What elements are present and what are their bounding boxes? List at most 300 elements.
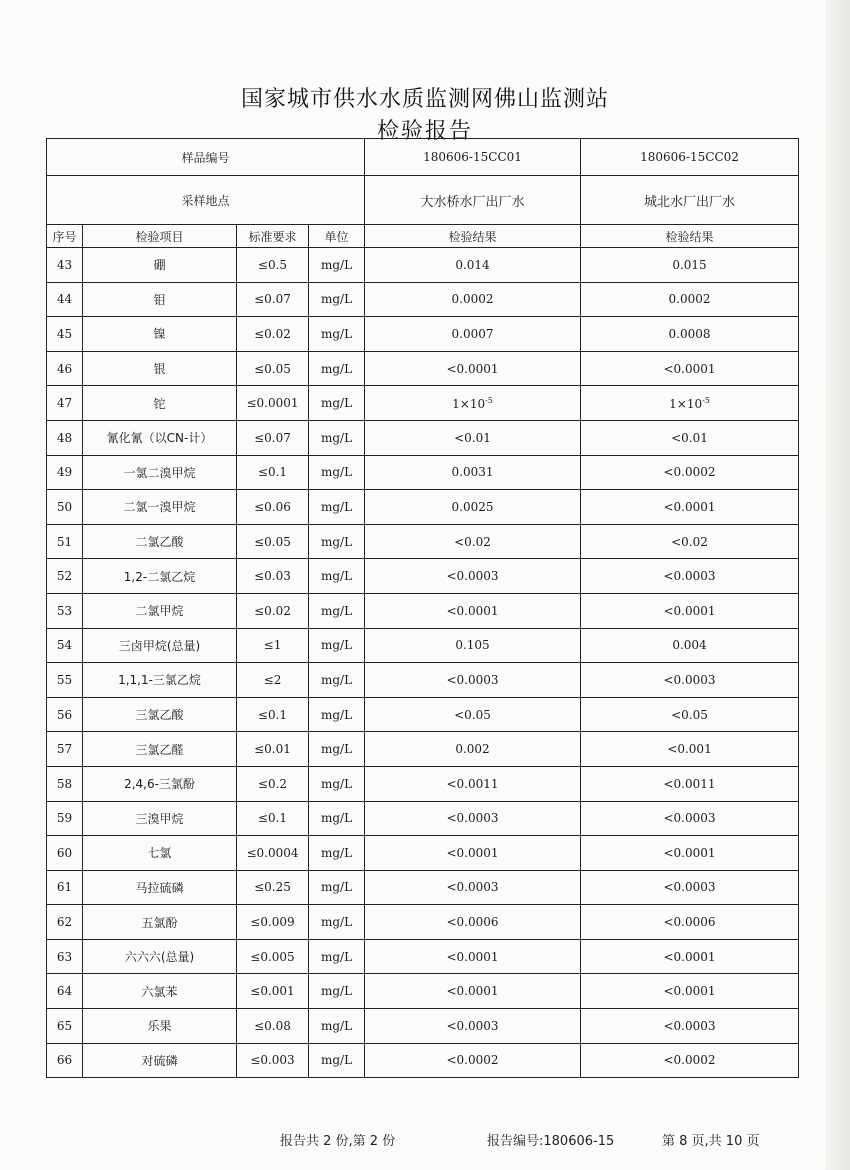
row-result-2: [581, 974, 799, 1009]
col-unit-header: 单位: [309, 225, 365, 248]
col-item-header: 检验项目: [83, 225, 237, 248]
row-standard-text: ≤1: [263, 638, 282, 653]
row-result-2: [581, 870, 799, 905]
row-unit-text: mg/L: [320, 949, 353, 964]
row-number-text: 61: [56, 880, 73, 895]
row-unit-text: mg/L: [320, 880, 353, 895]
row-unit-text: mg/L: [320, 672, 353, 687]
table-row: [47, 248, 799, 283]
row-standard: [237, 1009, 309, 1044]
row-unit-text: mg/L: [320, 811, 353, 826]
row-result-1: [365, 455, 581, 490]
row-standard: [237, 939, 309, 974]
row-result-1-text: <0.0003: [446, 811, 499, 826]
table-row: [47, 974, 799, 1009]
row-number-text: 44: [56, 292, 73, 307]
row-result-2: [581, 766, 799, 801]
row-item: [83, 801, 237, 836]
row-unit-text: mg/L: [320, 845, 353, 860]
row-result-1-text: <0.0001: [446, 984, 499, 999]
row-standard: [237, 386, 309, 421]
row-unit: [309, 905, 365, 940]
row-unit-text: mg/L: [320, 465, 353, 480]
row-unit: [309, 870, 365, 905]
row-number-text: 55: [56, 672, 73, 687]
row-number: [47, 524, 83, 559]
row-standard-text: ≤0.5: [257, 257, 288, 272]
row-unit: [309, 801, 365, 836]
table-row: [47, 317, 799, 352]
row-result-1-text: <0.01: [454, 430, 491, 445]
row-result-1: [365, 732, 581, 767]
row-standard-text: ≤0.25: [254, 880, 291, 895]
row-item: [83, 732, 237, 767]
row-result-1-text: <0.0002: [446, 1053, 499, 1068]
table-row: [47, 939, 799, 974]
row-item-text: 三氯乙酸: [135, 708, 184, 723]
sample-number-1: 180606-15CC01: [365, 139, 581, 176]
row-result-1-text: 0.0031: [451, 465, 494, 480]
row-result-2: [581, 351, 799, 386]
row-result-2: [581, 317, 799, 352]
row-result-2: [581, 386, 799, 421]
row-result-1: [365, 490, 581, 525]
row-result-1: [365, 282, 581, 317]
row-result-2-text: <0.0002: [663, 1053, 716, 1068]
row-item-text: 钼: [153, 292, 166, 307]
row-number: [47, 801, 83, 836]
row-item: [83, 455, 237, 490]
row-result-2: [581, 282, 799, 317]
table-row: [47, 386, 799, 421]
row-unit: [309, 490, 365, 525]
row-unit: [309, 386, 365, 421]
row-result-1-text: <0.02: [454, 534, 491, 549]
row-number-text: 66: [56, 1053, 73, 1068]
row-standard: [237, 801, 309, 836]
row-result-2-text: <0.0001: [663, 949, 716, 964]
row-result-1-text: 0.014: [455, 257, 490, 272]
row-item-text: 三溴甲烷: [135, 811, 184, 826]
row-number-text: 49: [56, 465, 73, 480]
row-item: [83, 974, 237, 1009]
col-std-header: 标准要求: [237, 225, 309, 248]
row-item: [83, 1043, 237, 1078]
row-unit-text: mg/L: [320, 984, 353, 999]
row-unit: [309, 663, 365, 698]
row-result-1-text: 0.0007: [451, 326, 494, 341]
row-number: [47, 317, 83, 352]
row-unit-text: mg/L: [320, 361, 353, 376]
table-row: [47, 559, 799, 594]
row-number: [47, 386, 83, 421]
row-result-1-text: <0.0001: [446, 845, 499, 860]
row-unit: [309, 974, 365, 1009]
row-standard-text: ≤0.02: [254, 326, 291, 341]
row-unit: [309, 697, 365, 732]
row-number-text: 47: [56, 396, 73, 411]
row-item: [83, 420, 237, 455]
row-number-text: 43: [56, 257, 73, 272]
row-number-text: 63: [56, 949, 73, 964]
row-item-text: 对硫磷: [141, 1053, 178, 1068]
row-item-text: 六六六(总量): [124, 950, 195, 965]
row-result-1: [365, 836, 581, 871]
row-unit: [309, 1009, 365, 1044]
row-item-text: 二氯甲烷: [135, 604, 184, 619]
row-unit-text: mg/L: [320, 499, 353, 514]
row-result-2-text: <0.0001: [663, 603, 716, 618]
row-result-2: [581, 939, 799, 974]
row-item-text: 氰化氰（以CN-计）: [106, 431, 213, 446]
row-standard-text: ≤0.01: [254, 742, 291, 757]
row-number: [47, 1009, 83, 1044]
table-row: [47, 351, 799, 386]
row-result-1: [365, 248, 581, 283]
row-standard-text: ≤0.2: [257, 776, 288, 791]
row-standard: [237, 905, 309, 940]
sample-number-row: [47, 139, 799, 176]
page-edge: [826, 0, 850, 1170]
report-title: 国家城市供水水质监测网佛山监测站: [240, 87, 609, 112]
row-standard: [237, 559, 309, 594]
row-number-text: 58: [56, 776, 73, 791]
row-unit: [309, 248, 365, 283]
row-item-text: 镍: [153, 327, 166, 342]
row-result-2: [581, 455, 799, 490]
row-result-2-text: <0.0001: [663, 984, 716, 999]
row-item-text: 1,2-二氯乙烷: [123, 569, 196, 584]
row-number: [47, 905, 83, 940]
row-standard-text: ≤0.08: [254, 1018, 291, 1033]
row-number-text: 46: [56, 361, 73, 376]
row-unit: [309, 559, 365, 594]
row-result-1-text: <0.0001: [446, 949, 499, 964]
table-row: [47, 663, 799, 698]
row-result-2: [581, 697, 799, 732]
row-result-1: [365, 1043, 581, 1078]
row-result-1: [365, 559, 581, 594]
col-seq-header: 序号: [47, 225, 83, 248]
row-result-1: [365, 663, 581, 698]
row-item-text: 1,1,1-三氯乙烷: [118, 673, 201, 688]
row-result-2-text: 0.004: [672, 638, 707, 653]
sampling-location-label: 采样地点: [47, 176, 365, 225]
row-unit-text: mg/L: [320, 638, 353, 653]
results-table: [46, 138, 799, 1078]
row-result-2-text: 0.0008: [668, 326, 711, 341]
row-unit-text: mg/L: [320, 534, 353, 549]
row-unit: [309, 836, 365, 871]
row-number-text: 56: [56, 707, 73, 722]
row-number: [47, 766, 83, 801]
row-item: [83, 628, 237, 663]
row-number: [47, 663, 83, 698]
footer-report-number: 报告编号:180606-15: [487, 1134, 615, 1149]
row-result-2-text: <0.05: [671, 707, 708, 722]
row-number-text: 64: [56, 984, 73, 999]
row-unit-text: mg/L: [320, 430, 353, 445]
row-result-1-text: <0.05: [454, 707, 491, 722]
row-result-2-exponent: -5: [702, 395, 710, 405]
row-item-text: 二氯乙酸: [135, 535, 184, 550]
row-standard: [237, 351, 309, 386]
sampling-location-row: [47, 176, 799, 225]
row-unit-text: mg/L: [320, 292, 353, 307]
sample-number-2: 180606-15CC02: [581, 139, 799, 176]
row-item: [83, 939, 237, 974]
row-result-2: [581, 593, 799, 628]
row-unit: [309, 455, 365, 490]
footer-copies: 报告共 2 份,第 2 份: [280, 1134, 396, 1149]
row-item-text: 铊: [153, 396, 166, 411]
row-standard-text: ≤0.009: [250, 915, 295, 930]
row-unit: [309, 628, 365, 663]
row-unit: [309, 282, 365, 317]
row-standard: [237, 836, 309, 871]
row-standard: [237, 420, 309, 455]
row-unit: [309, 1043, 365, 1078]
row-result-2: [581, 836, 799, 871]
row-standard-text: ≤0.1: [257, 811, 288, 826]
row-result-2: [581, 801, 799, 836]
table-row: [47, 836, 799, 871]
row-result-2-text: <0.01: [671, 430, 708, 445]
row-number-text: 50: [56, 499, 73, 514]
row-result-2: [581, 905, 799, 940]
row-standard: [237, 524, 309, 559]
row-item: [83, 559, 237, 594]
row-result-1-text: <0.0003: [446, 569, 499, 584]
row-result-1-text: <0.0003: [446, 672, 499, 687]
report-subtitle: 检验报告: [376, 119, 473, 144]
table-row: [47, 593, 799, 628]
row-result-1-text: 0.0025: [451, 499, 494, 514]
row-number: [47, 248, 83, 283]
row-item: [83, 766, 237, 801]
table-row: [47, 628, 799, 663]
row-result-1: [365, 420, 581, 455]
row-number: [47, 870, 83, 905]
row-unit: [309, 939, 365, 974]
row-standard: [237, 628, 309, 663]
row-number: [47, 455, 83, 490]
row-result-2: [581, 420, 799, 455]
row-number-text: 60: [56, 845, 73, 860]
table-row: [47, 905, 799, 940]
row-standard-text: ≤0.001: [250, 984, 295, 999]
row-number: [47, 282, 83, 317]
row-unit: [309, 317, 365, 352]
row-result-2-text: <0.0003: [663, 811, 716, 826]
row-standard: [237, 248, 309, 283]
row-standard-text: ≤0.0004: [246, 845, 299, 860]
row-number-text: 59: [56, 811, 73, 826]
column-header-row: [47, 225, 799, 248]
col-result-1-header: 检验结果: [365, 225, 581, 248]
row-unit: [309, 732, 365, 767]
row-item-text: 乐果: [147, 1019, 172, 1034]
row-unit-text: mg/L: [320, 742, 353, 757]
row-item-text: 2,4,6-三氯酚: [124, 777, 195, 792]
row-result-2-text: <0.0003: [663, 672, 716, 687]
row-result-2: [581, 628, 799, 663]
row-result-2-text: <0.001: [667, 742, 712, 757]
row-result-2-text: 0.015: [672, 257, 707, 272]
table-row: [47, 455, 799, 490]
row-standard-text: ≤0.06: [254, 499, 291, 514]
row-item: [83, 248, 237, 283]
row-unit: [309, 524, 365, 559]
row-item: [83, 351, 237, 386]
row-item-text: 马拉硫磷: [135, 880, 184, 895]
row-result-1-text: 0.0002: [451, 292, 494, 307]
row-standard: [237, 490, 309, 525]
table-row: [47, 697, 799, 732]
row-number-text: 65: [56, 1018, 73, 1033]
row-item-text: 三氯乙醛: [135, 742, 184, 757]
row-standard: [237, 766, 309, 801]
row-item: [83, 490, 237, 525]
row-result-1: [365, 351, 581, 386]
row-number: [47, 697, 83, 732]
row-result-2-text: <0.0001: [663, 499, 716, 514]
row-result-2: [581, 1009, 799, 1044]
row-item: [83, 282, 237, 317]
row-standard-text: ≤0.05: [254, 534, 291, 549]
row-result-1-text: <0.0001: [446, 603, 499, 618]
row-unit-text: mg/L: [320, 569, 353, 584]
row-item-text: 硼: [153, 258, 166, 273]
row-result-2: [581, 1043, 799, 1078]
row-item: [83, 663, 237, 698]
row-result-1: [365, 593, 581, 628]
row-unit-text: mg/L: [320, 603, 353, 618]
row-standard: [237, 663, 309, 698]
row-result-1: [365, 801, 581, 836]
row-standard-text: ≤0.07: [254, 430, 291, 445]
row-standard: [237, 974, 309, 1009]
row-unit-text: mg/L: [320, 1018, 353, 1033]
sample-number-label: 样品编号: [47, 139, 365, 176]
row-item-text: 五氯酚: [141, 915, 178, 930]
row-result-1: [365, 697, 581, 732]
row-number: [47, 351, 83, 386]
row-number: [47, 1043, 83, 1078]
row-result-2-text: <0.0003: [663, 1018, 716, 1033]
row-item: [83, 317, 237, 352]
row-result-1-text: <0.0003: [446, 1018, 499, 1033]
row-standard-text: ≤0.0001: [246, 396, 299, 411]
row-standard: [237, 870, 309, 905]
row-item: [83, 524, 237, 559]
row-standard: [237, 697, 309, 732]
row-result-1: [365, 939, 581, 974]
row-number-text: 45: [56, 326, 73, 341]
row-result-2-text: <0.0006: [663, 915, 716, 930]
row-result-2: [581, 559, 799, 594]
row-number-text: 54: [56, 638, 73, 653]
row-unit: [309, 420, 365, 455]
row-number: [47, 420, 83, 455]
row-item: [83, 697, 237, 732]
row-result-1: [365, 386, 581, 421]
row-standard: [237, 282, 309, 317]
row-number: [47, 628, 83, 663]
row-standard-text: ≤0.1: [257, 707, 288, 722]
row-result-1-text: 1×10: [452, 396, 486, 411]
row-result-2-text: <0.0001: [663, 845, 716, 860]
row-standard-text: ≤0.07: [254, 292, 291, 307]
row-result-2: [581, 248, 799, 283]
row-result-2-text: <0.0003: [663, 569, 716, 584]
row-standard: [237, 732, 309, 767]
row-unit-text: mg/L: [320, 776, 353, 791]
row-result-1: [365, 628, 581, 663]
row-result-1: [365, 524, 581, 559]
row-result-2-text: 0.0002: [668, 292, 711, 307]
row-result-2-text: <0.0002: [663, 465, 716, 480]
table-row: [47, 766, 799, 801]
row-unit-text: mg/L: [320, 915, 353, 930]
row-unit-text: mg/L: [320, 326, 353, 341]
row-standard-text: ≤0.1: [257, 465, 288, 480]
row-item: [83, 1009, 237, 1044]
row-standard: [237, 455, 309, 490]
row-number-text: 57: [56, 742, 73, 757]
row-standard-text: ≤0.03: [254, 569, 291, 584]
row-result-2: [581, 524, 799, 559]
table-row: [47, 420, 799, 455]
row-number: [47, 559, 83, 594]
row-number-text: 53: [56, 603, 73, 618]
row-item: [83, 386, 237, 421]
row-item: [83, 836, 237, 871]
row-result-1: [365, 870, 581, 905]
table-row: [47, 1009, 799, 1044]
row-result-2-text: 1×10: [669, 396, 703, 411]
row-number-text: 52: [56, 569, 73, 584]
row-number: [47, 836, 83, 871]
row-item: [83, 593, 237, 628]
row-standard-text: ≤0.003: [250, 1053, 295, 1068]
row-result-1: [365, 1009, 581, 1044]
row-unit-text: mg/L: [320, 396, 353, 411]
row-standard-text: ≤2: [263, 672, 282, 687]
table-row: [47, 870, 799, 905]
table-row: [47, 732, 799, 767]
row-result-1: [365, 317, 581, 352]
sampling-location-2: 城北水厂出厂水: [581, 176, 799, 225]
row-result-1-text: <0.0003: [446, 880, 499, 895]
row-item-text: 二氯一溴甲烷: [123, 500, 196, 515]
row-result-2: [581, 490, 799, 525]
row-unit-text: mg/L: [320, 707, 353, 722]
row-number: [47, 732, 83, 767]
row-result-1: [365, 905, 581, 940]
row-result-1: [365, 766, 581, 801]
row-result-2-text: <0.0001: [663, 361, 716, 376]
row-result-1-text: <0.0011: [446, 776, 499, 791]
row-item: [83, 905, 237, 940]
row-result-2: [581, 663, 799, 698]
row-standard-text: ≤0.02: [254, 603, 291, 618]
row-unit: [309, 593, 365, 628]
row-number: [47, 974, 83, 1009]
col-result-2-header: 检验结果: [581, 225, 799, 248]
row-unit-text: mg/L: [320, 1053, 353, 1068]
row-standard-text: ≤0.005: [250, 949, 295, 964]
